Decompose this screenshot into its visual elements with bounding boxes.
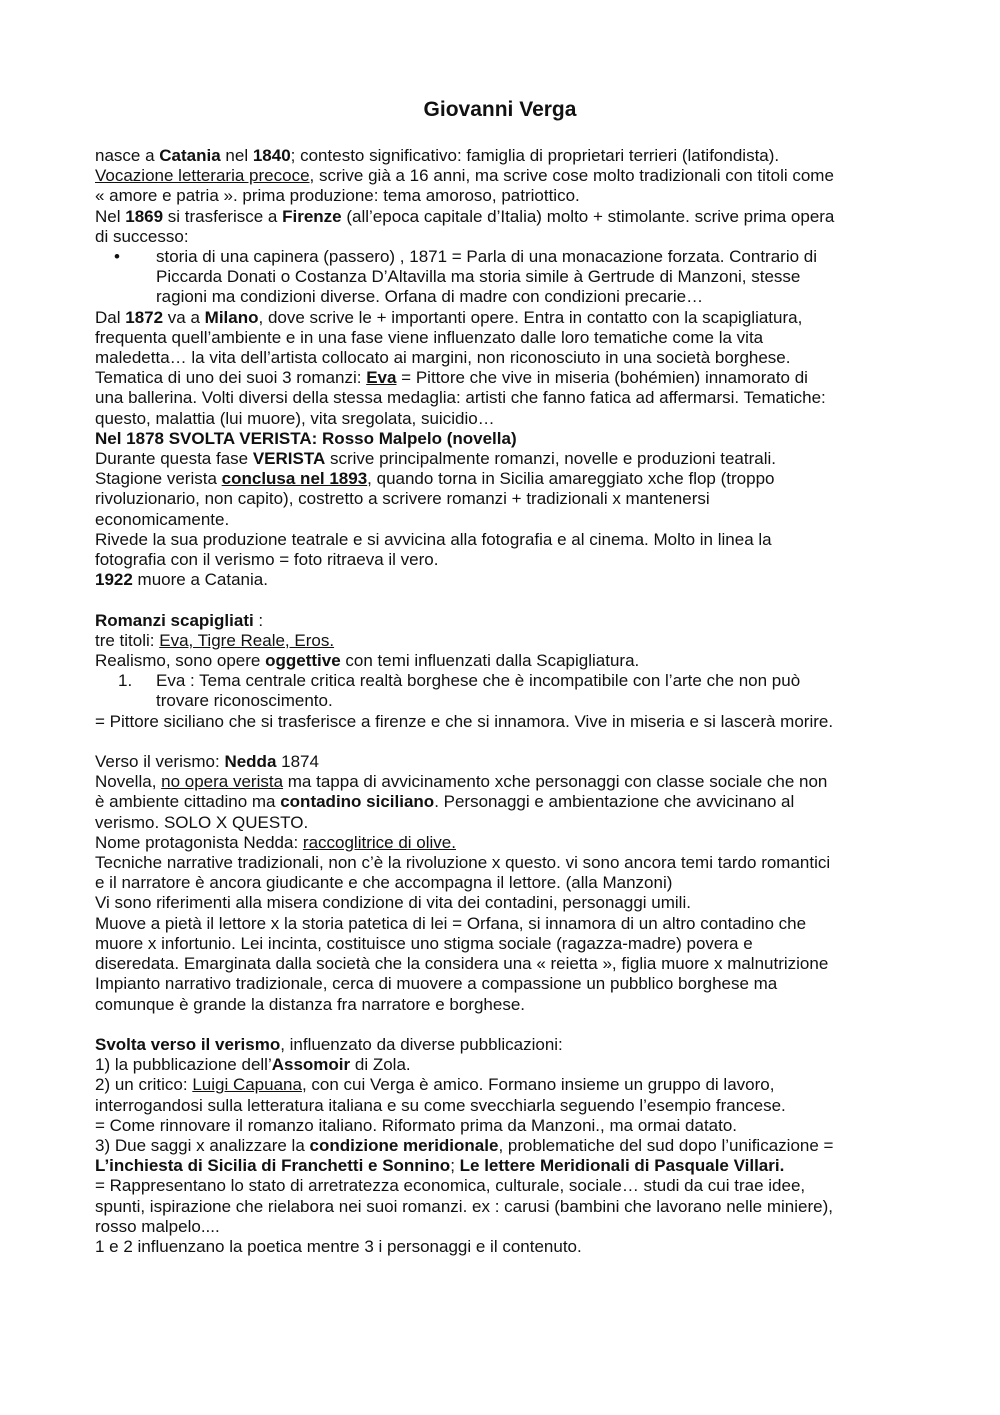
text-line	[95, 227, 905, 247]
bold-text	[95, 1156, 450, 1175]
text-run: va a	[163, 307, 205, 327]
text-line	[95, 1035, 905, 1055]
text-run: , dove scrive le + importanti opere. Entra in contatto con la scapigliatura,	[258, 307, 803, 327]
text-run: di Zola.	[350, 1055, 411, 1075]
text-run: trovare riconoscimento.	[156, 691, 333, 711]
numbered-list-item	[95, 671, 905, 691]
text-line	[95, 308, 905, 328]
text-run: spunti, ispirazione che rielabora nei suoi romanzi. ex : carusi (bambini che lavorano nelle miniere),	[95, 1196, 833, 1216]
text-run: (all’epoca capitale d’Italia) molto + stimolante. scrive prima opera	[341, 206, 835, 226]
text-line	[95, 449, 905, 469]
text-line	[95, 712, 905, 732]
bold-text	[205, 308, 259, 327]
text-line	[95, 1237, 905, 1257]
text-run: 1874	[276, 752, 319, 772]
text-run: maledetta… la vita dell’artista collocato ai margini, non riconosciuto in una società borghese.	[95, 348, 791, 368]
text-run: Catania	[159, 146, 221, 165]
text-run: Tecniche narrative tradizionali, non c’è la rivoluzione x questo. vi sono ancora temi tardo romantici	[95, 853, 831, 873]
list-number: 1.	[118, 671, 133, 691]
text-line	[95, 348, 905, 368]
text-run: e il narratore è ancora giudicante e che accompagna il lettore. (alla Manzoni)	[95, 873, 673, 893]
text-line	[95, 873, 905, 893]
text-run: :	[253, 610, 264, 630]
bold-text	[95, 611, 254, 630]
text-run: Stagione verista	[95, 469, 222, 489]
text-run: Firenze	[282, 206, 342, 226]
text-run: ma tappa di avvicinamento xche personaggi con classe sociale che non	[283, 772, 828, 792]
text-run: raccoglitrice di olive.	[302, 832, 456, 852]
text-line	[95, 752, 905, 772]
bold-text	[125, 308, 163, 327]
text-run: Nel	[95, 206, 126, 226]
text-run: Eva : Tema centrale critica realtà borghese che è incompatibile con l’arte che non può	[156, 671, 801, 691]
text-line	[95, 1156, 905, 1176]
text-run: tre titoli:	[95, 630, 160, 650]
document-title: Giovanni Verga	[423, 98, 577, 121]
text-run: , problematiche del sud dopo l’unificazione =	[498, 1135, 834, 1155]
text-run: Nel 1878 SVOLTA VERISTA: Rosso Malpelo (novella)	[95, 428, 517, 448]
bullet-list-item	[95, 247, 905, 267]
text-run: frequenta quell’ambiente e in una fase viene influenzato dalle loro tematiche come la vita	[95, 327, 764, 347]
text-run: comunque è grande la distanza fra narratore e borghese.	[95, 994, 525, 1014]
text-run: 1922	[95, 570, 133, 590]
text-run: = Come rinnovare il romanzo italiano. Riformato prima da Manzoni., ma ormai datato.	[95, 1115, 738, 1135]
text-run: Svolta verso il verismo	[95, 1034, 281, 1054]
text-run: 1869	[125, 206, 164, 226]
bold-text	[310, 1136, 499, 1155]
text-line	[95, 570, 905, 590]
text-run: 1) la pubblicazione dell’	[95, 1055, 272, 1075]
text-run: Vi sono riferimenti alla misera condizione di vita dei contadini, personaggi umili.	[95, 893, 691, 913]
text-run: no opera verista	[161, 772, 284, 792]
text-run: è ambiente cittadino ma	[95, 792, 281, 812]
text-run: ;	[450, 1156, 460, 1176]
bold-text	[224, 752, 276, 771]
text-run: storia di una capinera (passero) , 1871 = Parla di una monacazione forzata. Contrario di	[156, 247, 818, 267]
bullet-marker: •	[114, 247, 120, 267]
bold-underlined-text	[366, 368, 396, 387]
text-run: ; contesto significativo: famiglia di proprietari terrieri (latifondista).	[290, 146, 780, 165]
text-line	[95, 166, 905, 186]
bold-text	[272, 1055, 350, 1074]
text-run: , scrive già a 16 anni, ma scrive cose molto tradizionali con titoli come	[309, 166, 834, 186]
text-run: muore x infortunio. Lei incinta, costituisce uno stigma sociale (ragazza-madre) povera e	[95, 933, 753, 953]
bold-text	[280, 792, 434, 811]
underlined-text	[192, 1075, 302, 1094]
text-line	[95, 207, 905, 227]
text-run: rivoluzionario, non capito), costretto a scrivere romanzi + tradizionali x mantenersi	[95, 489, 710, 509]
text-line	[95, 813, 905, 833]
text-run: Luigi Capuana	[192, 1075, 302, 1095]
text-run: VERISTA	[252, 449, 326, 469]
text-run: , influenzato da diverse pubblicazioni:	[280, 1034, 563, 1054]
bold-text	[159, 146, 220, 165]
text-run: nasce a	[95, 146, 160, 165]
text-run: = Pittore che vive in miseria (bohémien) innamorato di	[396, 368, 808, 388]
underlined-text	[95, 166, 310, 185]
text-run: interrogandosi sulla letteratura italiana e su come svecchiarla seguendo l’esempio francese.	[95, 1095, 786, 1115]
text-line	[95, 772, 905, 792]
underlined-text	[303, 833, 456, 852]
text-run: 1872	[125, 307, 164, 327]
text-line	[95, 631, 905, 651]
text-run: Rivede la sua produzione teatrale e si avvicina alla fotografia e al cinema. Molto in linea la	[95, 529, 772, 549]
text-run: una ballerina. Volti diversi della stessa medaglia: artisti che fanno fatica ad affermarsi. Tematiche:	[95, 388, 826, 408]
text-run: Impianto narrativo tradizionale, cerca di muovere a compassione un pubblico borghese ma	[95, 974, 778, 994]
text-line	[95, 388, 905, 408]
text-run: verismo. SOLO X QUESTO.	[95, 812, 309, 832]
text-line	[95, 651, 905, 671]
text-line	[95, 974, 905, 994]
text-run: 1840	[252, 146, 291, 165]
text-run: questo, malattia (lui muore), vita sregolata, suicidio…	[95, 408, 495, 428]
bold-text	[125, 207, 163, 226]
text-line	[95, 510, 905, 530]
blank-line	[95, 590, 905, 610]
bold-underlined-text	[222, 469, 368, 488]
text-run: ragioni ma condizioni diverse. Orfana di madre con condizioni precarie…	[156, 287, 704, 307]
text-run: Novella,	[95, 772, 162, 792]
text-run: rosso malpelo....	[95, 1216, 220, 1236]
text-run: si trasferisce a	[163, 206, 283, 226]
text-line	[95, 893, 905, 913]
text-run: Muove a pietà il lettore x la storia patetica di lei = Orfana, si innamora di un altro contadino che	[95, 913, 807, 933]
text-run: oggettive	[265, 651, 341, 671]
bold-text	[95, 570, 133, 589]
text-run: Verso il verismo:	[95, 752, 225, 772]
text-run: L’inchiesta di Sicilia di Franchetti e Sonnino	[95, 1156, 451, 1176]
text-line	[95, 995, 905, 1015]
text-line	[95, 833, 905, 853]
text-run: « amore e patria ». prima produzione: tema amoroso, patriottico.	[95, 186, 580, 206]
text-run: Tematica di uno dei suoi 3 romanzi:	[95, 368, 367, 388]
text-run: 2) un critico:	[95, 1075, 193, 1095]
underlined-text	[161, 772, 283, 791]
text-run: conclusa nel 1893	[221, 469, 368, 489]
text-run: nel	[220, 146, 253, 165]
text-run: . Personaggi e ambientazione che avvicinano al	[434, 792, 795, 812]
text-line	[95, 792, 905, 812]
text-run: Le lettere Meridionali di Pasquale Villari.	[459, 1156, 785, 1176]
text-run: Vocazione letteraria precoce	[95, 166, 310, 186]
blank-line	[95, 732, 905, 752]
text-line	[95, 489, 905, 509]
text-line	[95, 1075, 905, 1095]
text-line	[95, 186, 905, 206]
text-line	[95, 1176, 905, 1196]
bold-text	[460, 1156, 785, 1175]
text-run: Eva, Tigre Reale, Eros.	[159, 630, 335, 650]
text-line	[95, 1217, 905, 1237]
text-line	[95, 429, 905, 449]
blank-line	[95, 1015, 905, 1035]
text-run: scrive principalmente romanzi, novelle e produzioni teatrali.	[325, 449, 776, 469]
text-line	[95, 530, 905, 550]
bold-text	[95, 429, 517, 448]
text-line	[95, 934, 905, 954]
text-line	[95, 1136, 905, 1156]
text-line	[95, 287, 905, 307]
document-body	[95, 146, 905, 1257]
text-run: Milano	[204, 307, 259, 327]
text-line	[95, 1096, 905, 1116]
text-run: Piccarda Donati o Costanza D’Altavilla ma storia simile à Gertrude di Manzoni, stesse	[156, 267, 801, 287]
text-run: Eva	[366, 368, 397, 388]
text-run: economicamente.	[95, 509, 230, 529]
text-run: Dal	[95, 307, 126, 327]
text-line	[95, 469, 905, 489]
bold-text	[95, 1035, 280, 1054]
text-run: contadino siciliano	[280, 792, 435, 812]
underlined-text	[159, 631, 334, 650]
bold-text	[282, 207, 342, 226]
text-run: con temi influenzati dalla Scapigliatura.	[340, 651, 640, 671]
text-run: , quando torna in Sicilia amareggiato xche flop (troppo	[367, 469, 775, 489]
text-line	[95, 368, 905, 388]
text-run: muore a Catania.	[132, 570, 268, 590]
text-run: diseredata. Emarginata dalla società che la considera una « reietta », figlia muore x malnutrizione	[95, 954, 829, 974]
text-line	[95, 146, 905, 166]
text-run: Nedda	[224, 752, 277, 772]
bold-text	[253, 449, 325, 468]
text-line	[95, 1055, 905, 1075]
text-line	[95, 1197, 905, 1217]
text-line	[95, 328, 905, 348]
text-run: 3) Due saggi x analizzare la	[95, 1135, 310, 1155]
text-run: , con cui Verga è amico. Formano insieme un gruppo di lavoro,	[301, 1075, 775, 1095]
text-line	[95, 611, 905, 631]
text-line	[95, 914, 905, 934]
text-run: = Pittore siciliano che si trasferisce a firenze e che si innamora. Vive in miseria e si lascerà morire.	[95, 711, 834, 731]
text-run: di successo:	[95, 226, 189, 246]
text-run: Romanzi scapigliati	[95, 610, 254, 630]
text-run: fotografia con il verismo = foto ritraeva il vero.	[95, 550, 439, 570]
text-line	[95, 691, 905, 711]
text-run: Durante questa fase	[95, 449, 253, 469]
text-line	[95, 409, 905, 429]
text-line	[95, 853, 905, 873]
text-line	[95, 267, 905, 287]
text-run: = Rappresentano lo stato di arretratezza economica, culturale, sociale… studi da cui trae idee,	[95, 1176, 806, 1196]
text-run: Nome protagonista Nedda:	[95, 832, 303, 852]
text-run: 1 e 2 influenzano la poetica mentre 3 i personaggi e il contenuto.	[95, 1236, 582, 1256]
text-line	[95, 954, 905, 974]
text-line	[95, 1116, 905, 1136]
text-run: Assomoir	[271, 1055, 351, 1075]
bold-text	[265, 651, 341, 670]
text-run: Realismo, sono opere	[95, 651, 266, 671]
bold-text	[253, 146, 291, 165]
text-run: condizione meridionale	[309, 1135, 499, 1155]
text-line	[95, 550, 905, 570]
